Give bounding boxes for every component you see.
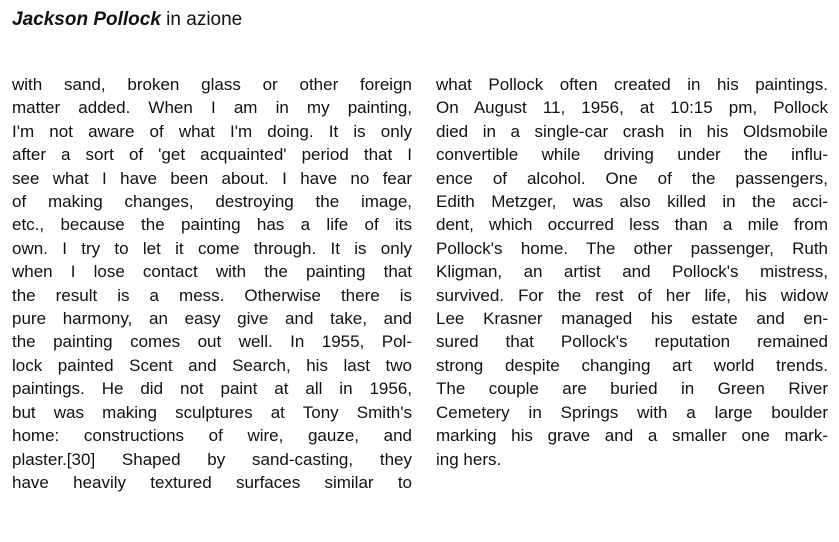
- text-line: dent, which occurred less than a mile from: [436, 215, 828, 235]
- text-line: lock painted Scent and Search, his last two: [12, 355, 412, 375]
- page-heading: [12, 8, 242, 32]
- text-line: strong despite changing art world trends.: [436, 355, 828, 375]
- text-line: pure harmony, an easy give and take, and: [12, 309, 412, 329]
- text-line: sured that Pollock's reputation remained: [436, 332, 828, 352]
- left-text-column: [12, 73, 412, 494]
- text-line: etc., because the painting has a life of its: [12, 215, 412, 235]
- text-line: with sand, broken glass or other foreign: [12, 75, 412, 94]
- right-text-column: [436, 73, 828, 471]
- text-line: own. I try to let it come through. It is only: [12, 238, 412, 258]
- text-line: marking his grave and a smaller one mark-: [436, 426, 828, 446]
- text-line: home: constructions of wire, gauze, and: [12, 426, 412, 446]
- text-line: matter added. When I am in my painting,: [12, 98, 412, 118]
- text-line: what Pollock often created in his paintings.: [436, 75, 828, 94]
- text-line: convertible while driving under the influ-: [436, 145, 828, 165]
- text-line: the painting comes out well. In 1955, Pol-: [12, 332, 412, 352]
- text-line: The couple are buried in Green River: [436, 379, 828, 399]
- text-line: On August 11, 1956, at 10:15 pm, Pollock: [436, 98, 828, 118]
- text-line: Edith Metzger, was also killed in the acci-: [436, 192, 828, 212]
- text-line: see what I have been about. I have no fear: [12, 168, 412, 188]
- text-line: the result is a mess. Otherwise there is: [12, 285, 412, 305]
- text-line: have heavily textured surfaces similar to: [12, 472, 412, 492]
- text-line: Cemetery in Springs with a large boulder: [436, 402, 828, 422]
- text-line: survived. For the rest of her life, his widow: [436, 285, 828, 305]
- text-line: paintings. He did not paint at all in 1956,: [12, 379, 412, 399]
- text-line: I'm not aware of what I'm doing. It is only: [12, 121, 412, 141]
- heading-name: Jackson Pollock: [12, 9, 161, 30]
- heading-rest: in azione: [160, 9, 243, 30]
- text-line: Pollock's home. The other passenger, Ruth: [436, 238, 828, 258]
- text-line: plaster.[30] Shaped by sand-casting, they: [12, 449, 412, 469]
- text-line: of making changes, destroying the image,: [12, 192, 412, 212]
- text-line: after a sort of 'get acquainted' period that I: [12, 145, 412, 165]
- text-line: ence of alcohol. One of the passengers,: [436, 168, 828, 188]
- text-line: ing hers.: [436, 449, 502, 469]
- text-line: but was making sculptures at Tony Smith's: [12, 402, 412, 422]
- text-line: Kligman, an artist and Pollock's mistress,: [436, 262, 828, 282]
- text-line: when I lose contact with the painting that: [12, 262, 412, 282]
- text-line: Lee Krasner managed his estate and en-: [436, 309, 828, 329]
- text-line: died in a single-car crash in his Oldsmobile: [436, 121, 828, 141]
